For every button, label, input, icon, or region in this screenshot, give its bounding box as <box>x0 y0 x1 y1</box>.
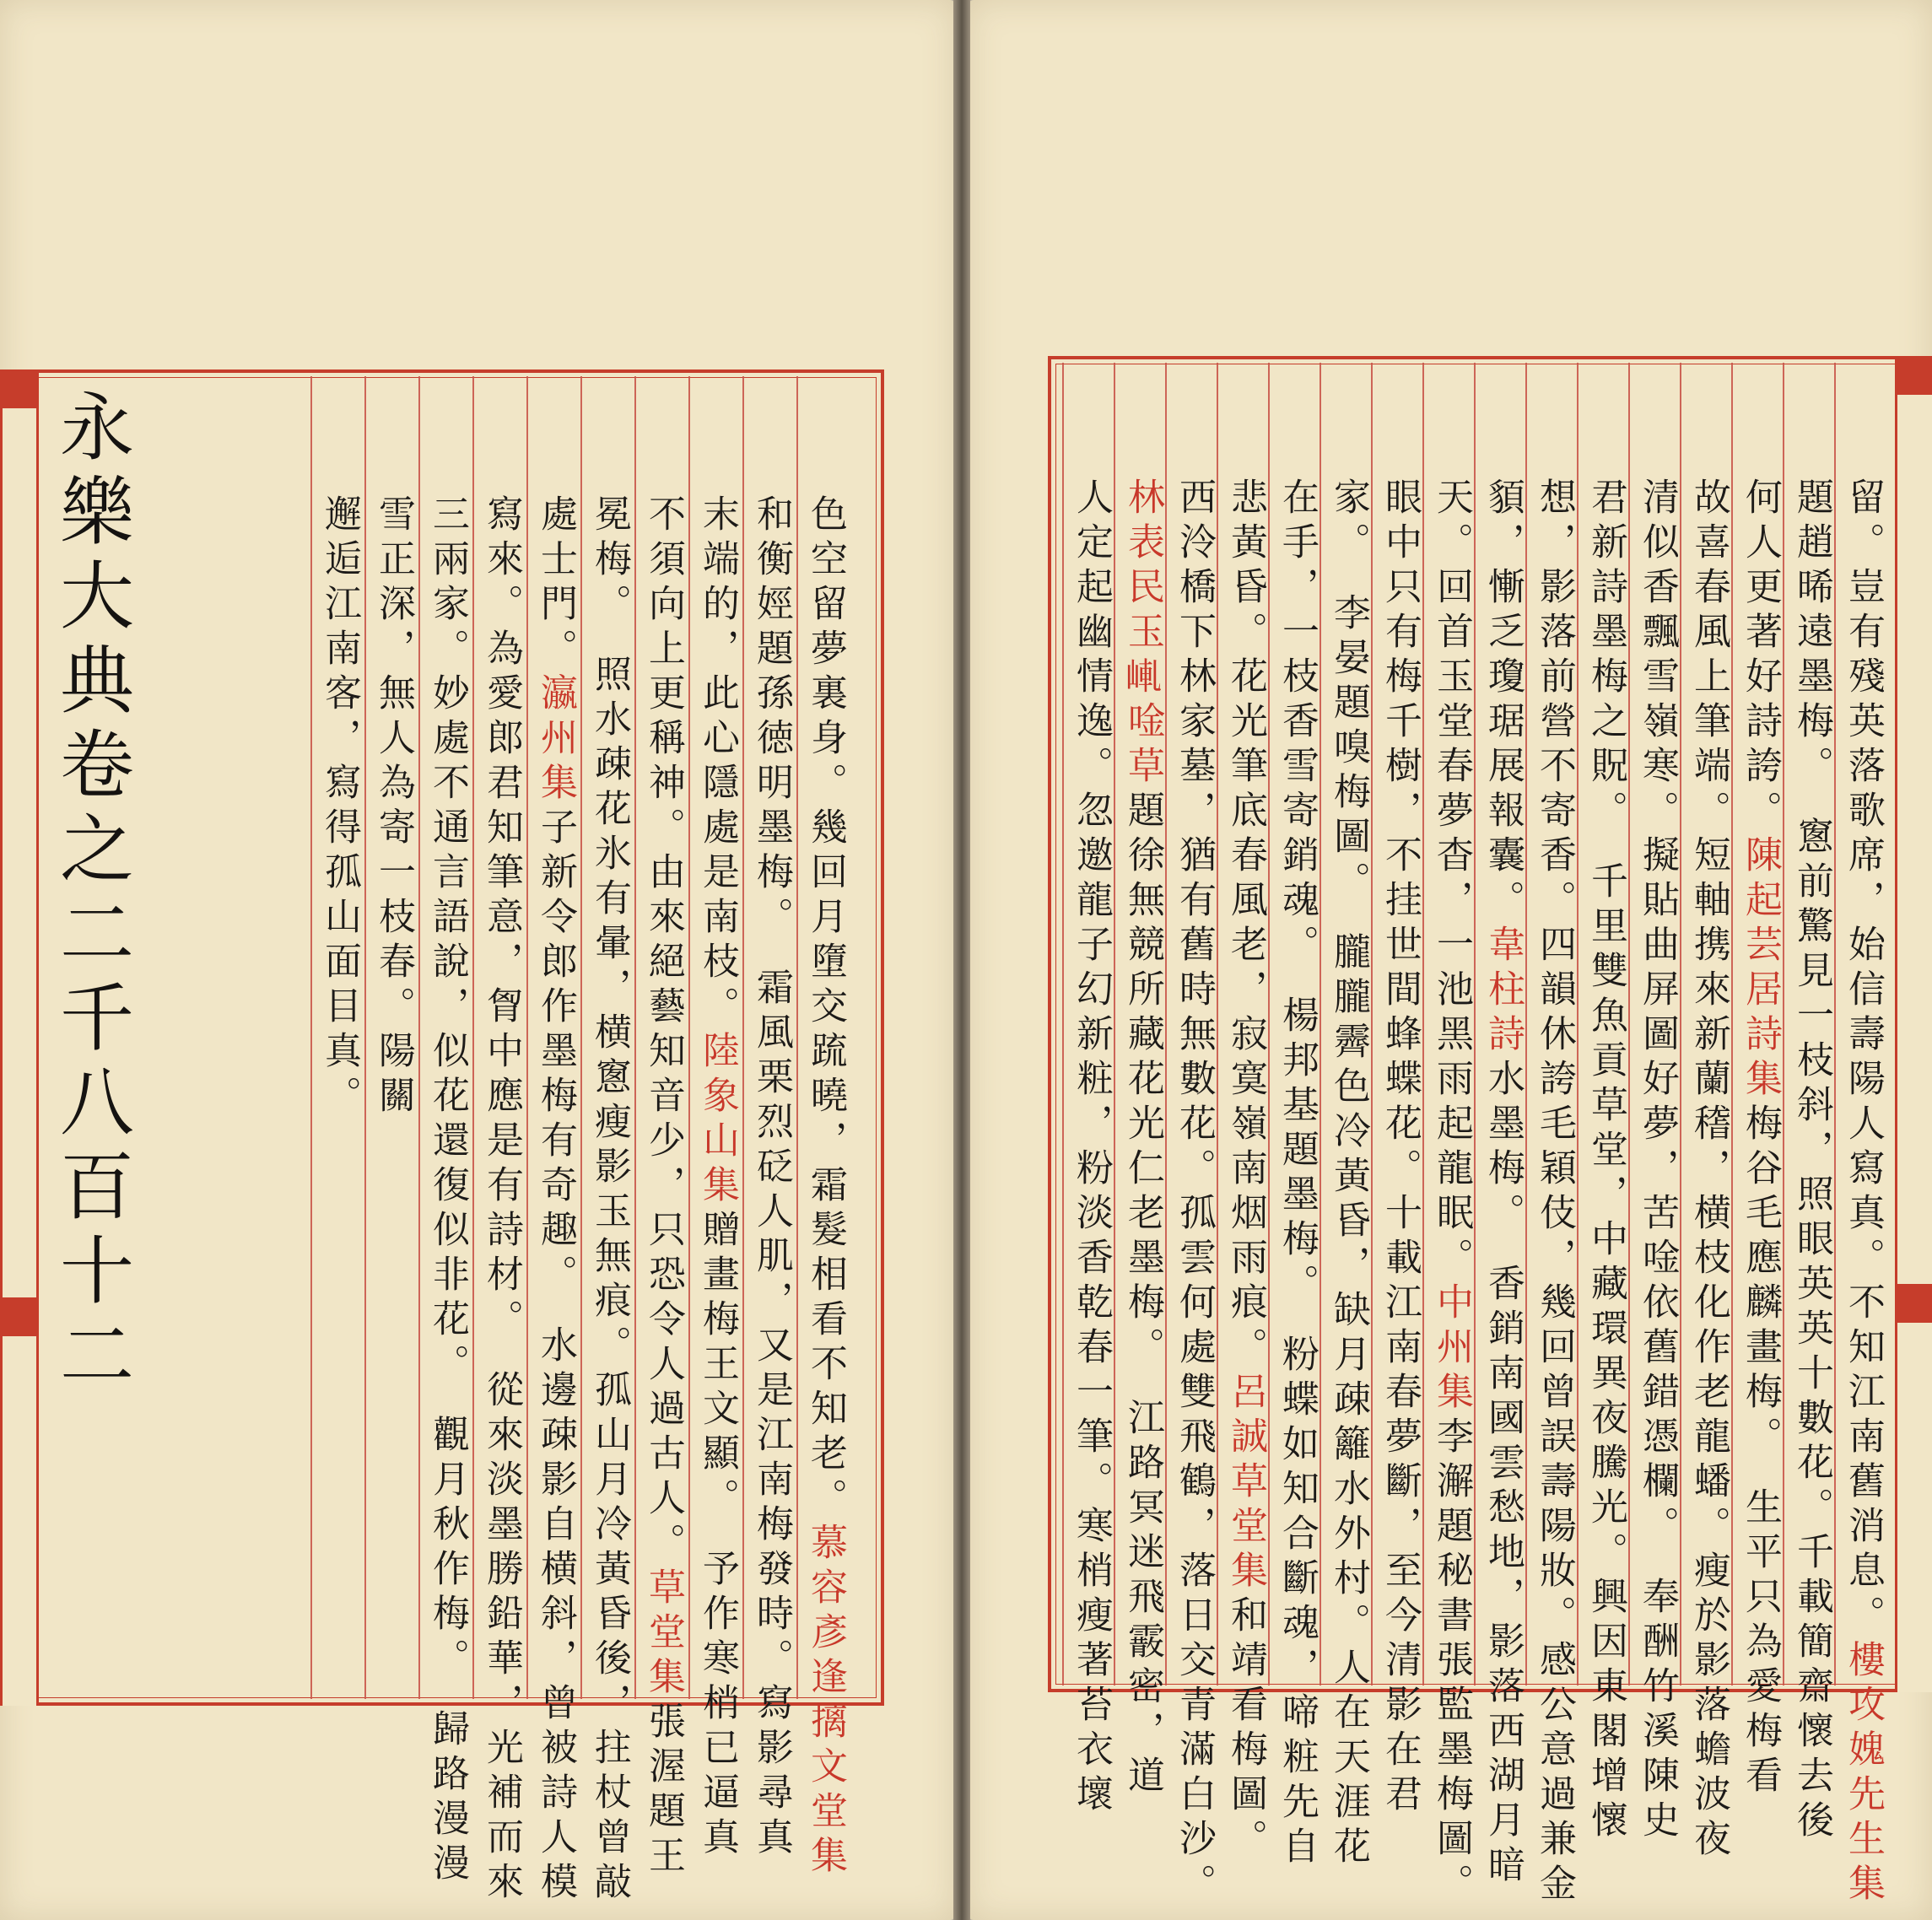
column-rule <box>1062 363 1064 1685</box>
text-segment: 張渥題王 <box>642 1702 685 1880</box>
text-column <box>1584 477 1627 1845</box>
text-segment: 故喜春風上筆端。短軸携來新蘭𥡴，横枝化作老龍蟠。瘦於影落蟾波夜 <box>1687 477 1730 1863</box>
text-column <box>1070 477 1113 1819</box>
text-segment: 處士門。 <box>534 494 577 673</box>
column-rule <box>418 376 420 1699</box>
volume-title: 永樂大典卷之二千八百十二 <box>48 388 135 1400</box>
text-segment: 雪正深，無人為寄一枝春。陽關 <box>372 494 415 1120</box>
source-citation: 慕容彥逢摛文堂集 <box>804 1523 847 1880</box>
source-citation: 草堂集 <box>642 1567 685 1702</box>
column-rule <box>1217 363 1218 1685</box>
column-rule <box>1783 363 1784 1685</box>
text-segment: 天。回首玉堂春夢杳，一池黑雨起龍眠。 <box>1430 477 1473 1282</box>
text-segment: 梅谷毛應麟畫梅。 生平只為愛梅看 <box>1739 1103 1782 1800</box>
source-citation: 呂誠草堂集 <box>1224 1372 1267 1595</box>
text-column <box>426 494 469 1888</box>
column-rule <box>1680 363 1681 1685</box>
text-segment: 眼中只有梅千樹，不挂世間蜂蝶花。十載江南春夢斷，至今清影在君 <box>1379 477 1422 1819</box>
text-segment: 子新令郎作墨梅有奇趣。 水邊疎影自横斜，曾被詩人模 <box>534 807 577 1907</box>
right-banshin <box>1895 356 1932 1692</box>
column-rule <box>688 376 690 1699</box>
text-column <box>1224 477 1267 1863</box>
text-segment: 冕梅。 照水疎花氷有暈，横窻瘦影玉無痕。孤山月冷黃昏後，拄杖曾敲 <box>588 494 631 1907</box>
text-column <box>1636 477 1679 1845</box>
text-column <box>1430 477 1473 1908</box>
text-column <box>534 494 577 1907</box>
left-banshin <box>0 369 39 1706</box>
column-rule <box>1577 363 1579 1685</box>
column-rule <box>1422 363 1424 1685</box>
text-column <box>750 494 793 1862</box>
column-rule <box>796 376 798 1699</box>
column-rule <box>1834 363 1836 1685</box>
text-column <box>318 494 361 1120</box>
text-column <box>1379 477 1422 1819</box>
text-segment: 悲黃昏。花光筆底春風老，寂寞嶺南烟雨痕。 <box>1224 477 1267 1372</box>
source-citation: 中州集 <box>1430 1282 1473 1416</box>
text-segment: 西泠橋下林家墓，猶有舊時無數花。孤雲何處雙飛鶴，落日交青滿白沙。 <box>1173 477 1216 1908</box>
source-citation: 樓攻媿先生集 <box>1842 1640 1885 1908</box>
book-gutter <box>953 0 970 1920</box>
text-segment: 寫來。為愛郎君知筆意，胷中應是有詩材。 從來淡墨勝鉛華，光補而來 <box>480 494 523 1907</box>
text-segment: 在手，一枝香雪寄銷魂。 楊邦基題墨梅。 粉蝶如知合斷魂，啼粧先自 <box>1276 477 1319 1871</box>
fishtail-mark <box>1897 356 1932 395</box>
text-segment: 末端的，此心隱處是南枝。 <box>696 494 739 1031</box>
column-rule <box>364 376 366 1699</box>
text-column <box>696 494 739 1862</box>
text-column <box>588 494 631 1907</box>
text-segment: 留。豈有殘英落歌席，始信壽陽人寫真。不知江南舊消息。 <box>1842 477 1885 1640</box>
text-column <box>804 494 847 1880</box>
text-column <box>1327 477 1370 1871</box>
text-segment: 清似香飄雪嶺寒。擬貼曲屏圖好夢，苦唫依舊錯憑欄。 奉酬竹溪陳史 <box>1636 477 1679 1845</box>
text-column <box>1533 477 1576 1908</box>
text-column <box>1276 477 1319 1871</box>
text-segment: 人定起幽情逸。忽邀龍子幻新粧，粉淡香乾春一筆。寒梢瘦著苔衣壞 <box>1070 477 1113 1819</box>
column-rule <box>1268 363 1270 1685</box>
source-citation: 瀛州集 <box>534 673 577 807</box>
column-rule <box>1165 363 1167 1685</box>
text-segment: 色空留夢裏身。幾回月墮交䟽曉，霜髮相看不知老。 <box>804 494 847 1523</box>
source-citation: 林表民玉𡸗唫草 <box>1121 477 1164 790</box>
fishtail-mark <box>3 1297 36 1336</box>
text-segment: 水墨梅。 香銷南國雲愁地，影落西湖月暗 <box>1481 1059 1525 1890</box>
text-segment: 君新詩墨梅之貺。 千里雙魚貢草堂，中藏環異夜騰光。興因東閣增懷 <box>1584 477 1627 1845</box>
text-segment: 贈畫梅王文顯。 予作寒梢已逼真 <box>696 1210 739 1862</box>
column-rule <box>1628 363 1630 1685</box>
column-rule <box>1525 363 1527 1685</box>
source-citation: 陸象山集 <box>696 1031 739 1210</box>
text-segment: 題徐無競所藏花光仁老墨梅。 江路冥迷飛霰密，道 <box>1121 790 1164 1800</box>
text-segment: 和衡娙題孫徳明墨梅。 霜風栗烈砭人肌，又是江南梅發時。寫影尋真 <box>750 494 793 1862</box>
text-segment: 和靖看梅圖。 <box>1224 1595 1267 1863</box>
text-segment: 䫉，慚乏瓊琚展報囊。 <box>1481 477 1525 925</box>
fishtail-mark <box>1897 1284 1932 1323</box>
column-rule <box>1114 363 1115 1685</box>
text-segment: 家。 李晏題嗅梅圖。 朧朧霽色冷黃昏，缺月疎籬水外村。人在天涯花 <box>1327 477 1370 1871</box>
column-rule <box>526 376 528 1699</box>
column-rule <box>1319 363 1321 1685</box>
text-segment: 想，影落前營不寄香。四韻休誇毛穎伎，幾回曾誤壽陽妝。感公意過兼金 <box>1533 477 1576 1908</box>
text-segment: 不須向上更稱神。由來絕藝知音少，只恐令人過古人。 <box>642 494 685 1567</box>
source-citation: 陳起芸居詩集 <box>1739 835 1782 1103</box>
text-column <box>1481 477 1525 1890</box>
text-segment: 題趙晞遠墨梅。 窻前驚見一枝斜，照眼英英十數花。千載簡齋懷去後 <box>1790 477 1833 1845</box>
column-rule <box>310 376 312 1699</box>
column-rule <box>1731 363 1733 1685</box>
text-column <box>1842 477 1885 1908</box>
fishtail-mark <box>3 369 36 408</box>
text-column <box>1790 477 1833 1845</box>
text-segment: 李澥題秘書張監墨梅圖。 <box>1430 1416 1473 1908</box>
text-column <box>1687 477 1730 1863</box>
column-rule <box>1474 363 1476 1685</box>
text-segment: 三兩家。妙處不通言語說，似花還復似非花。 觀月秋作梅。 歸路漫漫 <box>426 494 469 1888</box>
source-citation: 韋柱詩 <box>1481 925 1525 1059</box>
column-rule <box>1371 363 1373 1685</box>
column-rule <box>634 376 636 1699</box>
text-segment: 何人更著好詩誇。 <box>1739 477 1782 835</box>
text-column <box>1121 477 1164 1800</box>
text-column <box>480 494 523 1907</box>
column-rule <box>742 376 744 1699</box>
text-column <box>1173 477 1216 1908</box>
text-column <box>642 494 685 1880</box>
text-column <box>1739 477 1782 1800</box>
column-rule <box>472 376 474 1699</box>
column-rule <box>580 376 582 1699</box>
text-segment: 邂逅江南客，寫得孤山面目真。 <box>318 494 361 1120</box>
text-column <box>372 494 415 1120</box>
